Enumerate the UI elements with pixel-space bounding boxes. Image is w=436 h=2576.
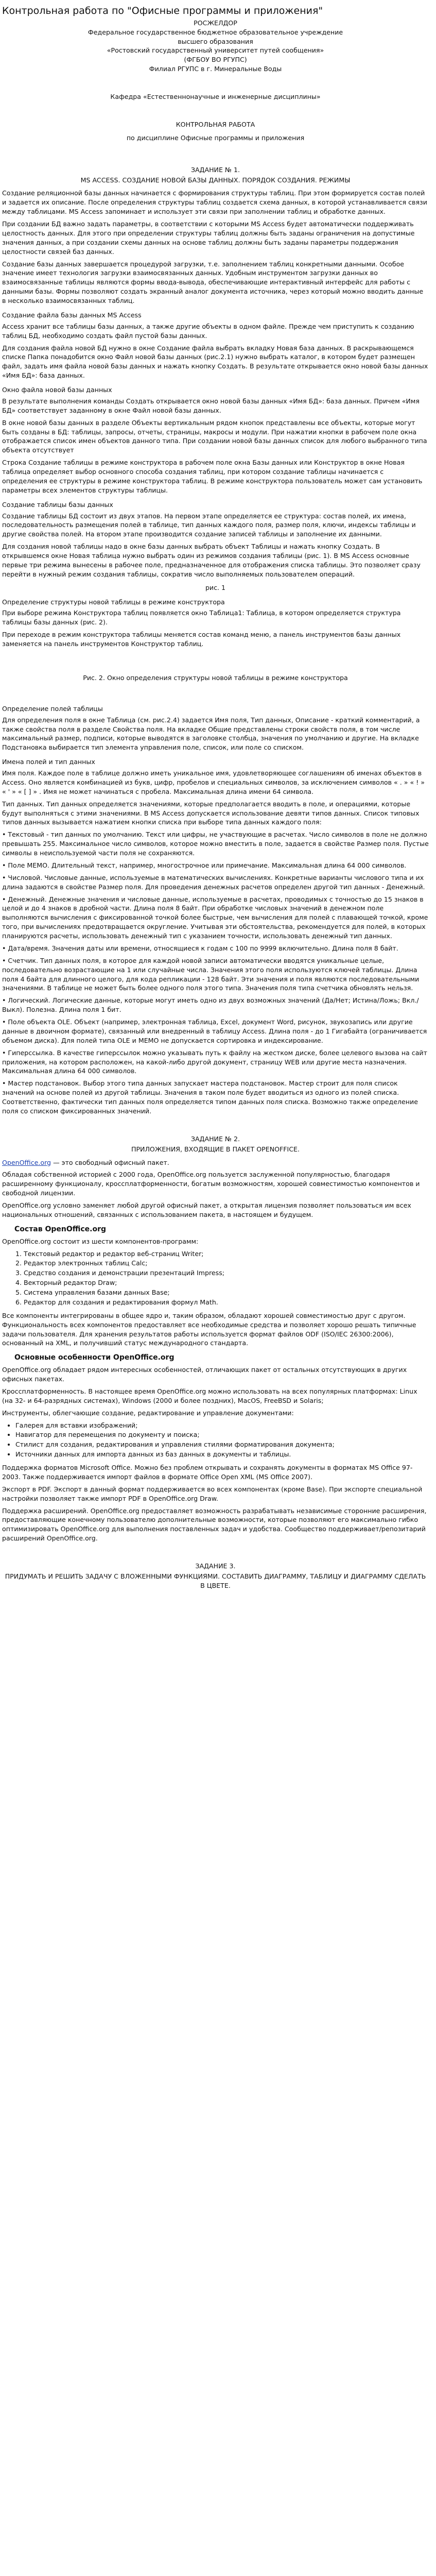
paragraph: OpenOffice.org обладает рядом интересных особенностей, отличающих пакет от остальных отсутствующих в других офисных пакетах. [2,1366,407,1383]
list-item: • Навигатор для перемещения по документу и поиска; [15,1430,429,1439]
figure-caption: Рис. 2. Окно определения структуры новой таблицы в режиме конструктора [83,673,348,682]
header-line: РОСЖЕЛДОР [194,19,237,27]
title-page-header [2,19,429,161]
paragraph: OpenOffice.org состоит из шести компонентов-программ: [2,1237,199,1245]
subsection-heading: Определение структуры новой таблицы в режиме конструктора [2,598,225,606]
task-title: MS ACCESS. СОЗДАНИЕ НОВОЙ БАЗЫ ДАННЫХ. ПОРЯДОК СОЗДАНИЯ. РЕЖИМЫ [80,176,351,184]
paragraph: Поддержка форматов Microsoft Office. Можно без проблем открывать и сохранять документы в форматах MS Office 97-2003. Также поддерживается импорт файлов в формате Office Open XML (MS Office 2007). [2,1464,413,1481]
subsection-heading: Имена полей и тип данных [2,758,95,766]
data-types-list [2,830,429,1116]
section-heading: Основные особенности OpenOffice.org [14,1353,175,1362]
task-number: ЗАДАНИЕ № 1. [190,165,240,174]
task-number: ЗАДАНИЕ № 2. [190,1134,240,1143]
paragraph: При переходе в режим конструктора таблицы меняется состав команд меню, а панель инструментов базы данных заменяется на панель инструментов Конструктор таблиц. [2,631,401,648]
department: Кафедра «Естественнонаучные и инженерные дисциплины» [110,93,321,100]
paragraph: Обладая собственной историей с 2000 года, OpenOffice.org пользуется заслуженной популярностью, благодаря расширенному функционалу, кросcплатформенности, богатым возможностям, хорошей совместимостью компонентов и свободной лицензии. [2,1171,420,1197]
paragraph: При создании БД важно задать параметры, в соответствии с которыми MS Access будет автоматически поддерживать целостность данных. Для этого при определении структуры таблиц должны быть заданы ограничения на допустимые значения данных, а при создании схемы данных на основе таблиц должны быть заданы параметры поддержания целостности связей баз данных. [2,220,415,256]
header-line: Федеральное государственное бюджетное образовательное учреждение [88,28,343,36]
section-heading: Состав OpenOffice.org [14,1225,107,1233]
list-item: • Счетчик. Тип данных поля, в которое для каждой новой записи автоматически вводятся уникальные целые, последовательно возрастающие на 1 или случайные числа. Значения этого поля используются ключей таблицы. Длина поля 4 байта для длинного целого, для кода репликации - 128 байт. Эти значения и поля являются последовательными значениями. В таблице не может быть более одного поля этого типа. Значения поля типа счетчика обновлять нельзя. [2,956,420,992]
list-item: 5. Система управления базами данных Base; [15,1289,170,1296]
list-item: • Поле МЕМО. Длительный текст, например, многострочное или примечание. Максимальная длина 64 000 символов. [2,861,407,869]
paragraph: OpenOffice.org условно заменяет любой другой офисный пакет, а открытая лицензия позволяет пользоваться им всех национальных отношений, связанных с использованием пакета, в настоящем и будущем. [2,1201,411,1218]
header-line: высшего образования [178,37,253,45]
paragraph: Кроссплатформенность. В настоящее время OpenOffice.org можно использовать на всех популярных платформах: Linux (на 32- и 64-разрядных системах), Windows (2000 и более поздних), MacOS, FreeBSD и Solaris; [2,1387,417,1404]
task-title: ПРИДУМАТЬ И РЕШИТЬ ЗАДАЧУ С ВЛОЖЕННЫМИ ФУНКЦИЯМИ. СОСТАВИТЬ ДИАГРАММУ, ТАБЛИЦУ И ДИАГРАММУ СДЕЛАТЬ В ЦВЕТЕ. [5,1572,426,1589]
tools-list [2,1421,429,1460]
paragraph: Тип данных. Тип данных определяется значениями, которые предполагается вводить в поле, и операциями, которые будут выполняться с этими значениями. В MS Access допускается использование девяти типов данных. Список типовых типов данных вызывается нажатием кнопки списка при выборе типа данных каждого поля: [2,800,420,826]
work-type: КОНТРОЛЬНАЯ РАБОТА [176,120,255,128]
task-2-section [2,1134,429,1543]
subsection-heading: Определение полей таблицы [2,704,103,713]
list-item: • Числовой. Числовые данные, используемые в математических вычислениях. Конкретные варианты числового типа и их длина задаются в свойстве Размер поля. Для проведения денежных расчетов определен другой тип данных - Денежный. [2,873,425,891]
paragraph: Для определения поля в окне Таблица (см. рис.2.4) задается Имя поля, Тип данных, Описание - краткий комментарий, а также свойства поля в разделе Свойства поля. На вкладке Общие представлены строки свойств поля, в том числе максимальный размер, подписи, которые выводятся в заголовке столбца, значения по умолчанию и другие. На вкладке Подстановка выбирается тип элемента управления поле, список, или поле со списком. [2,716,420,752]
paragraph: В окне новой базы данных в разделе Объекты вертикальным рядом кнопок представлены все объекты, которые могут быть созданы в БД: таблицы, запросы, отчеты, страницы, макросы и модули. При нажатии кнопки в рабочем поле окна отображается список имен объектов данного типа. При создании новой базы данных список для любого выбранного типа объекта отсутствует [2,418,427,454]
list-item: • Логический. Логические данные, которые могут иметь одно из двух возможных значений (Да/Нет; Истина/Ложь; Вкл./Выкл). Полезна. Длина поля 1 бит. [2,996,419,1014]
page-title: Контрольная работа по "Офисные программы и приложения" [2,5,323,16]
list-item: 2. Редактор электронных таблиц Calc; [15,1259,148,1267]
paragraph: Инструменты, облегчающие создание, редактирование и управление документами: [2,1409,294,1417]
task-title: ПРИЛОЖЕНИЯ, ВХОДЯЩИЕ В ПАКЕТ OPENOFFICE. [131,1145,300,1153]
list-item: • Гиперссылка. В качестве гиперссылок можно указывать путь к файлу на жестком диске, более целевого вызова на сайт приложения, на котором расположен, на какой-либо другой документ, страницу WEB или другие места назначения. Максимальная длина 64 000 символов. [2,1048,427,1075]
paragraph: Создание таблицы БД состоит из двух этапов. На первом этапе определяется ее структура: состав полей, их имена, последовательность размещения полей в таблице, тип данных каждого поля, размер поля, ключи, индексы таблицы и другие свойства полей. На втором этапе производится создание записей таблицы и заполнение их данными. [2,512,416,538]
paragraph: В результате выполнения команды Создать открывается окно новой базы данных «Имя БД»: база данных. Причем «Имя БД» соответствует заданному в окне Файл новой базы данных. [2,397,420,414]
figure-image-placeholder [2,652,429,669]
list-item: • Денежный. Денежные значения и числовые данные, используемые в расчетах, проводимых с точностью до 15 знаков в целой и до 4 знаков в дробной части. Длина поля 8 байт. При обработке числовых значений в денежном поле выполняются вычисления с фиксированной точкой более быстрые, чем вычисления для полей с плавающей точкой, кроме того, при вычислениях предотвращается округление. Учитывая эти обстоятельства, рекомендуется для полей, в которых планируются расчеты, использовать денежный тип с указанием точности, использовать денежный тип данных. [2,895,428,940]
list-item: • Текстовый - тип данных по умолчанию. Текст или цифры, не участвующие в расчетах. Число символов в поле не должно превышать 255. Максимальное число символов, которое можно вместить в поле, задается в свойстве Размер поля. Пустые символы в неиспользуемой части поля не сохраняются. [2,831,429,857]
list-item: • Дата/время. Значения даты или времени, относящиеся к годам с 100 по 9999 включительно. Длина поля 8 байт. [2,944,398,952]
subsection-heading: Окно файла новой базы данных [2,386,112,394]
figure-caption: рис. 1 [205,583,226,591]
paragraph: Для создания файла новой БД нужно в окне Создание файла выбрать вкладку Новая база данных. В раскрывающемся списке Папка понадобится окно Файл новой базы данных (рис.2.1) нужно выбрать каталог, в котором будет размещен файл, задать имя файла новой базы данных и нажать кнопку Создать. В результате открывается окно новой базы данных «Имя БД»: база данных. [2,344,428,380]
task-number: ЗАДАНИЕ 3. [195,1562,236,1570]
list-item: 4. Векторный редактор Draw; [15,1279,117,1287]
list-item: • Мастер подстановок. Выбор этого типа данных запускает мастера подстановок. Мастер строит для поля список значений на основе полей из другой таблицы. Значения в таком поле будет вводиться из одного из полей списка. Соответственно, фактически тип данных поля определяется типом данных поля списка. Возможно также определение поля со списком фиксированных значений. [2,1079,418,1115]
paragraph: Все компоненты интегрированы в общее ядро и, таким образом, обладают хорошей совместимостью друг с другом. Функциональность всех компонентов предоставляет все необходимые средства и позволяет хорошо решать типичные задачи пользователя. Для хранения результатов работы используется формат файлов ODF (ISO/IEC 26300:2006), основанный на XML, и получивший статус международного стандарта. [2,1311,416,1347]
list-item: • Поле объекта OLE. Объект (например, электронная таблица, Excel, документ Word, рисунок, звукозапись или другие данные в двоичном формате), связанный или внедренный в таблицу Access. Длина поля - до 1 Гигабайта (ограничивается объемом диска). Для полей типа OLE и МЕМО не допускается сортировка и индексирование. [2,1018,427,1044]
subsection-heading: Создание файла базы данных MS Access [2,311,142,319]
list-item: • Стилист для создания, редактирования и управления стилями форматирования документа; [15,1440,429,1449]
paragraph [2,1158,429,1167]
header-line: Филиал РГУПС в г. Минеральные Воды [149,65,282,73]
paragraph: Access хранит все таблицы базы данных, а также другие объекты в одном файле. Прежде чем приступить к созданию таблиц БД, необходимо создать файл пустой базы данных. [2,322,414,340]
subsection-heading: Создание таблицы базы данных [2,500,113,509]
paragraph: Для создания новой таблицы надо в окне базы данных выбрать объект Таблицы и нажать кнопку Создать. В открывшемся окне Новая таблица нужно выбрать один из режимов создания таблицы (рис. 1). В MS Access основные первые три режима вынесены в рабочее поле, предназначенное для отображения списка таблицы. Это позволяет сразу перейти в нужный режим создания таблицы, сократив число выполняемых пользователем операций. [2,543,421,578]
paragraph: Экспорт в PDF. Экспорт в данный формат поддерживается во всех компонентах (кроме Base). При экспорте специальной настройки позволяет также импорт PDF в OpenOffice.org Draw. [2,1485,423,1502]
header-line: «Ростовский государственный университет путей сообщения» [107,46,324,55]
paragraph: Поддержка расширений. OpenOffice.org предоставляет возможность разрабатывать независимые сторонние расширения, предоставляющие конечному пользователю дополнительные возможности, которые позволяют его максимально гибко оптимизировать OpenOffice.org для выполнения поставленных задач и удобства. Сообщество поддерживает/репозитарий расширений OpenOffice.org. [2,1506,427,1543]
list-item: 6. Редактор для создания и редактирования формул Math. [15,1298,218,1306]
components-list [2,1249,429,1307]
paragraph-text: — это свободный офисный пакет. [51,1158,169,1166]
list-item: 3. Средство создания и демонстрации презентаций Impress; [15,1269,225,1277]
list-item: • Галерея для вставки изображений; [15,1421,429,1430]
paragraph: Строка Создание таблицы в режиме конструктора в рабочем поле окна Базы данных или Конструктор в окне Новая таблица определяет выбор основного способа создания таблиц, при котором создание таблицы начинается с определения ее структуры в режиме конструктора таблиц. В режиме конструктора пользователь может сам установить параметры всех элементов структуры таблицы. [2,459,423,494]
task-3-section [2,1562,429,1590]
discipline: по дисциплине Офисные программы и приложения [126,133,305,142]
task-1-section [2,165,429,1116]
paragraph: Создание реляционной базы данных начинается с формирования структуры таблиц. При этом формируется состав полей и задается их описание. После определения структуры таблиц создается схема данных, в которой устанавливается связи между таблицами. MS Access запоминает и использует эти связи при заполнении таблиц и обработке данных. [2,189,427,216]
header-line: (ФГБОУ ВО РГУПС) [184,56,247,64]
list-item: 1. Текстовый редактор и редактор веб-страниц Writer; [15,1249,204,1258]
paragraph: Создание базы данных завершается процедурой загрузки, т.е. заполнением таблиц конкретными данными. Особое значение имеет технология загрузки взаимосвязанных данных. Удобным инструментом загрузки данных во взаимосвязанные таблицы являются формы ввода-вывода, обеспечивающие интерактивный интерфейс для работы с данными базы. Формы позволяют создать экранный аналог документа источника, через который можно вводить данные в несколько взаимосвязанных таблиц. [2,260,424,304]
paragraph: Имя поля. Каждое поле в таблице должно иметь уникальное имя, удовлетворяющее соглашениям об именах объектов в Access. Оно является комбинацией из букв, цифр, пробелов и специальных символов, за исключением символов « . » « ! » « ' » « [ ] » . Имя не может начинаться с пробела. Максимальная длина имени 64 символа. [2,769,425,795]
paragraph: При выборе режима Конструктора таблиц появляется окно Таблица1: Таблица, в котором определяется структура таблицы базы данных (рис. 2). [2,609,401,626]
openoffice-link[interactable]: OpenOffice.org [2,1158,51,1166]
list-item: • Источники данных для импорта данных из баз данных в документы и таблицы. [15,1450,429,1459]
